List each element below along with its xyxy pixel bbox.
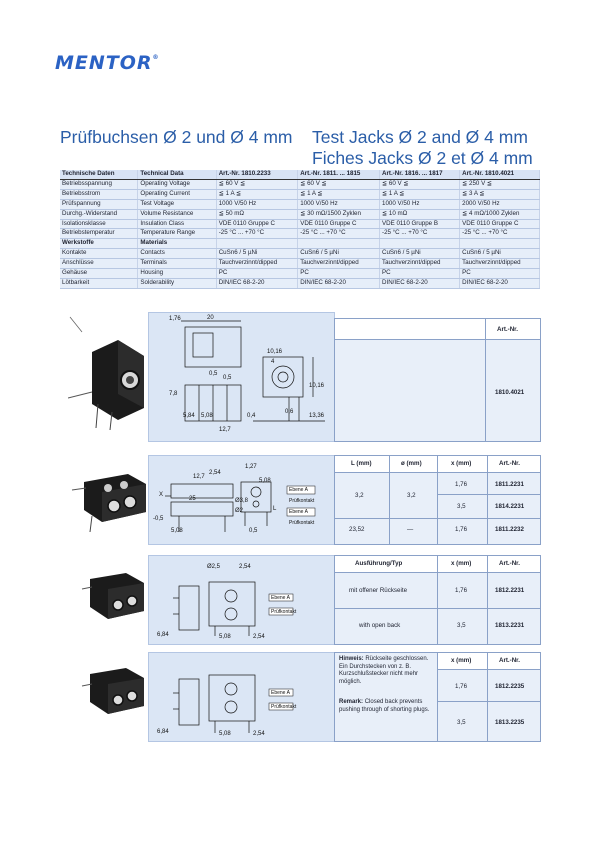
order-table-4 xyxy=(334,652,541,742)
dim-label: 2,54 xyxy=(253,634,265,640)
col-header-type: Ausführung/Typ xyxy=(355,560,403,567)
type-value: with open back xyxy=(359,622,401,629)
title-de: Prüfbuchsen Ø 2 und Ø 4 mm xyxy=(60,127,293,147)
col-header-artnr: Art.-Nr. xyxy=(499,460,520,467)
title-en: Test Jacks Ø 2 and Ø 4 mm xyxy=(312,127,528,147)
x-value: 1,76 xyxy=(455,481,468,488)
spec-cell: Temperature Range xyxy=(138,229,216,239)
note-en-label: Remark: xyxy=(339,699,364,705)
spec-cell: Betriebsspannung xyxy=(60,179,138,189)
spec-cell: PC xyxy=(380,269,460,279)
dim-label: 10,16 xyxy=(267,349,283,355)
brand-name: MENTOR xyxy=(55,52,153,74)
col-header-artnr: Art.-Nr. xyxy=(499,657,520,664)
legend-label: Ebene A xyxy=(289,509,308,515)
drawing-panel-3 xyxy=(148,555,335,645)
spec-cell: ≦ 30 mΩ/1500 Zyklen xyxy=(298,209,380,219)
spec-cell: ≦ 10 mΩ xyxy=(380,209,460,219)
dim-label: 2,54 xyxy=(209,470,221,476)
dim-label: 5,08 xyxy=(259,478,271,484)
dim-label: 5,84 xyxy=(183,413,195,419)
note-de-text: Rückseite geschlossen. Ein Durchstecken von z. B. Kurzschlußstecker nicht mehr möglich. xyxy=(339,656,429,685)
product-photo-3 xyxy=(80,565,148,635)
legend-label: Ebene A xyxy=(271,690,290,696)
spec-cell: Prüfspannung xyxy=(60,199,138,209)
spec-row xyxy=(60,179,540,189)
legend-label: Prüfkontakt xyxy=(289,498,315,504)
dim-label: Ø2 xyxy=(235,508,244,514)
product-photo-4 xyxy=(80,660,148,730)
drawing-panel-2 xyxy=(148,455,335,545)
spec-cell: ≦ 1 A ≦ xyxy=(216,189,297,199)
drawing-panel-4 xyxy=(148,652,335,742)
spec-cell: Tauchverzinnt/dipped xyxy=(380,259,460,269)
spec-cell: ≦ 1 A ≦ xyxy=(298,189,380,199)
spec-row xyxy=(60,278,540,288)
order-table-3 xyxy=(334,555,541,645)
spec-cell: -25 °C ... +70 °C xyxy=(460,229,540,239)
spec-cell: Werkstoffe xyxy=(60,239,138,249)
spec-cell: Kontakte xyxy=(60,249,138,259)
dim-label: 5,08 xyxy=(171,528,183,534)
spec-row xyxy=(60,170,540,179)
order-table-2 xyxy=(334,455,541,545)
spec-cell: Tauchverzinnt/dipped xyxy=(298,259,380,269)
spec-row xyxy=(60,199,540,209)
spec-cell: Insulation Class xyxy=(138,219,216,229)
spec-cell: Tauchverzinnt/dipped xyxy=(216,259,297,269)
spec-cell: PC xyxy=(460,269,540,279)
spec-cell xyxy=(298,239,380,249)
dim-label: Ø2,5 xyxy=(207,564,221,570)
legend-label: Prüfkontakt xyxy=(271,609,297,615)
spec-row xyxy=(60,229,540,239)
dim-label: 1,76 xyxy=(169,316,181,322)
col-header-artnr: Art.-Nr. xyxy=(499,560,520,567)
note-en xyxy=(339,699,435,714)
dim-label: 0,5 xyxy=(249,528,258,534)
x-value: 3,5 xyxy=(457,622,466,629)
dim-label: L xyxy=(273,506,277,512)
spec-cell: Anschlüsse xyxy=(60,259,138,269)
dim-label: 4 xyxy=(271,359,275,365)
dim-label: -0,5 xyxy=(153,516,164,522)
spec-cell: ≦ 3 A ≦ xyxy=(460,189,540,199)
x-value: 3,5 xyxy=(457,503,466,510)
dim-label: 0,5 xyxy=(209,371,218,377)
spec-table xyxy=(60,170,540,289)
spec-cell: Solderability xyxy=(138,278,216,288)
spec-cell: CuSn6 / 5 µNi xyxy=(380,249,460,259)
dim-label: 20 xyxy=(207,315,214,321)
dim-label: 0,5 xyxy=(223,375,232,381)
spec-cell: 1000 V/50 Hz xyxy=(216,199,297,209)
spec-cell: -25 °C ... +70 °C xyxy=(298,229,380,239)
spec-cell: DIN/IEC 68-2-20 xyxy=(216,278,297,288)
dim-label: 1,27 xyxy=(245,464,257,470)
x-value: 1,76 xyxy=(455,526,468,533)
col-header-x: x (mm) xyxy=(451,460,472,467)
d-value: — xyxy=(407,526,414,533)
spec-cell: -25 °C ... +70 °C xyxy=(380,229,460,239)
spec-cell: 1000 V/50 Hz xyxy=(298,199,380,209)
legend-label: Ebene A xyxy=(271,595,290,601)
spec-cell: Gehäuse xyxy=(60,269,138,279)
dim-label: 6,84 xyxy=(157,632,169,638)
spec-cell: Isolationsklasse xyxy=(60,219,138,229)
spec-row xyxy=(60,209,540,219)
spec-cell: VDE 0110 Gruppe B xyxy=(380,219,460,229)
col-header-d: ø (mm) xyxy=(401,460,422,467)
spec-cell: Durchg.-Widerstand xyxy=(60,209,138,219)
legend-label: Ebene A xyxy=(289,487,308,493)
artnr-value: 1812.2231 xyxy=(495,587,525,594)
dim-label: Ø3,8 xyxy=(235,498,249,504)
spec-row xyxy=(60,259,540,269)
spec-cell: DIN/IEC 68-2-20 xyxy=(380,278,460,288)
type-value: mit offener Rückseite xyxy=(349,587,408,594)
spec-cell: ≦ 1 A ≦ xyxy=(380,189,460,199)
spec-cell: Terminals xyxy=(138,259,216,269)
artnr-value: 1810.4021 xyxy=(495,389,525,396)
product-photo-1 xyxy=(68,312,148,432)
spec-cell: -25 °C ... +70 °C xyxy=(216,229,297,239)
note-de-label: Hinweis: xyxy=(339,656,364,662)
dim-label: 7,8 xyxy=(169,391,178,397)
artnr-value: 1813.2235 xyxy=(495,719,525,726)
legend-label: Prüfkontakt xyxy=(289,520,315,526)
spec-cell: Art.-Nr. 1811. ... 1815 xyxy=(298,170,380,179)
spec-cell: Art.-Nr. 1816. ... 1817 xyxy=(380,170,460,179)
spec-cell: Volume Resistance xyxy=(138,209,216,219)
artnr-value: 1811.2232 xyxy=(495,526,524,533)
spec-cell: DIN/IEC 68-2-20 xyxy=(298,278,380,288)
spec-cell: CuSn6 / 5 µNi xyxy=(298,249,380,259)
spec-row xyxy=(60,219,540,229)
spec-cell: VDE 0110 Gruppe C xyxy=(460,219,540,229)
order-table-1 xyxy=(334,318,541,442)
dim-label: 12,7 xyxy=(193,474,205,480)
spec-cell: Betriebstemperatur xyxy=(60,229,138,239)
spec-row xyxy=(60,239,540,249)
note-en-text: Closed back prevents pushing through of shorting plugs. xyxy=(339,699,430,713)
dim-label: 2,54 xyxy=(253,731,265,737)
col-header-x: x (mm) xyxy=(451,560,472,567)
dim-label: 10,16 xyxy=(309,383,325,389)
dim-label: 0,4 xyxy=(247,413,256,419)
spec-cell: ≦ 60 V ≦ xyxy=(380,179,460,189)
spec-cell: CuSn6 / 5 µNi xyxy=(460,249,540,259)
brand-reg: ® xyxy=(152,54,160,61)
x-value: 1,76 xyxy=(455,683,468,690)
spec-row xyxy=(60,269,540,279)
spec-cell: VDE 0110 Gruppe C xyxy=(298,219,380,229)
col-header-x: x (mm) xyxy=(451,657,472,664)
brand-logo xyxy=(55,52,160,74)
dim-label: 12,7 xyxy=(219,427,231,433)
l-value: 3,2 xyxy=(355,492,364,499)
spec-cell: Contacts xyxy=(138,249,216,259)
spec-cell: ≦ 60 V ≦ xyxy=(298,179,380,189)
spec-cell: Art.-Nr. 1810.4021 xyxy=(460,170,540,179)
note-de xyxy=(339,656,435,686)
spec-cell: 2000 V/50 Hz xyxy=(460,199,540,209)
spec-cell: Housing xyxy=(138,269,216,279)
spec-cell: Operating Voltage xyxy=(138,179,216,189)
col-header-artnr: Art.-Nr. xyxy=(497,326,518,333)
dim-label: 25 xyxy=(189,496,196,502)
spec-cell: Technical Data xyxy=(138,170,216,179)
spec-cell: DIN/IEC 68-2-20 xyxy=(460,278,540,288)
spec-cell: CuSn6 / 5 µNi xyxy=(216,249,297,259)
spec-cell: PC xyxy=(298,269,380,279)
spec-cell: PC xyxy=(216,269,297,279)
spec-cell: 1000 V/50 Hz xyxy=(380,199,460,209)
spec-cell xyxy=(216,239,297,249)
col-header-l: L (mm) xyxy=(351,460,372,467)
spec-cell: Betriebsstrom xyxy=(60,189,138,199)
spec-cell: Technische Daten xyxy=(60,170,138,179)
dim-label: 2,54 xyxy=(239,564,251,570)
title-fr: Fiches Jacks Ø 2 et Ø 4 mm xyxy=(312,148,533,168)
spec-cell: ≦ 250 V ≦ xyxy=(460,179,540,189)
spec-cell xyxy=(460,239,540,249)
spec-row xyxy=(60,189,540,199)
spec-cell: ≦ 50 mΩ xyxy=(216,209,297,219)
spec-cell: ≦ 60 V ≦ xyxy=(216,179,297,189)
l-value: 23,52 xyxy=(349,526,365,533)
spec-cell: Art.-Nr. 1810.2233 xyxy=(216,170,297,179)
spec-row xyxy=(60,249,540,259)
artnr-value: 1811.2231 xyxy=(495,481,524,488)
d-value: 3,2 xyxy=(407,492,416,499)
x-value: 1,76 xyxy=(455,587,468,594)
dim-label: 0,6 xyxy=(285,409,294,415)
spec-cell: VDE 0110 Gruppe C xyxy=(216,219,297,229)
legend-label: Prüfkontakt xyxy=(271,704,297,710)
spec-cell: ≦ 4 mΩ/1000 Zyklen xyxy=(460,209,540,219)
artnr-value: 1813.2231 xyxy=(495,622,525,629)
spec-cell xyxy=(380,239,460,249)
dim-label: 5,08 xyxy=(201,413,213,419)
product-photo-2 xyxy=(68,460,148,540)
dim-label: 5,08 xyxy=(219,634,231,640)
dim-label: 13,36 xyxy=(309,413,325,419)
x-value: 3,5 xyxy=(457,719,466,726)
spec-cell: Test Voltage xyxy=(138,199,216,209)
drawing-panel-1 xyxy=(148,312,335,442)
spec-cell: Tauchverzinnt/dipped xyxy=(460,259,540,269)
spec-cell: Lötbarkeit xyxy=(60,278,138,288)
spec-cell: Materials xyxy=(138,239,216,249)
artnr-value: 1812.2235 xyxy=(495,683,525,690)
spec-cell: Operating Current xyxy=(138,189,216,199)
dim-label: 5,08 xyxy=(219,731,231,737)
dim-label: 6,84 xyxy=(157,729,169,735)
artnr-value: 1814.2231 xyxy=(495,503,525,510)
dim-label: X xyxy=(159,492,164,498)
